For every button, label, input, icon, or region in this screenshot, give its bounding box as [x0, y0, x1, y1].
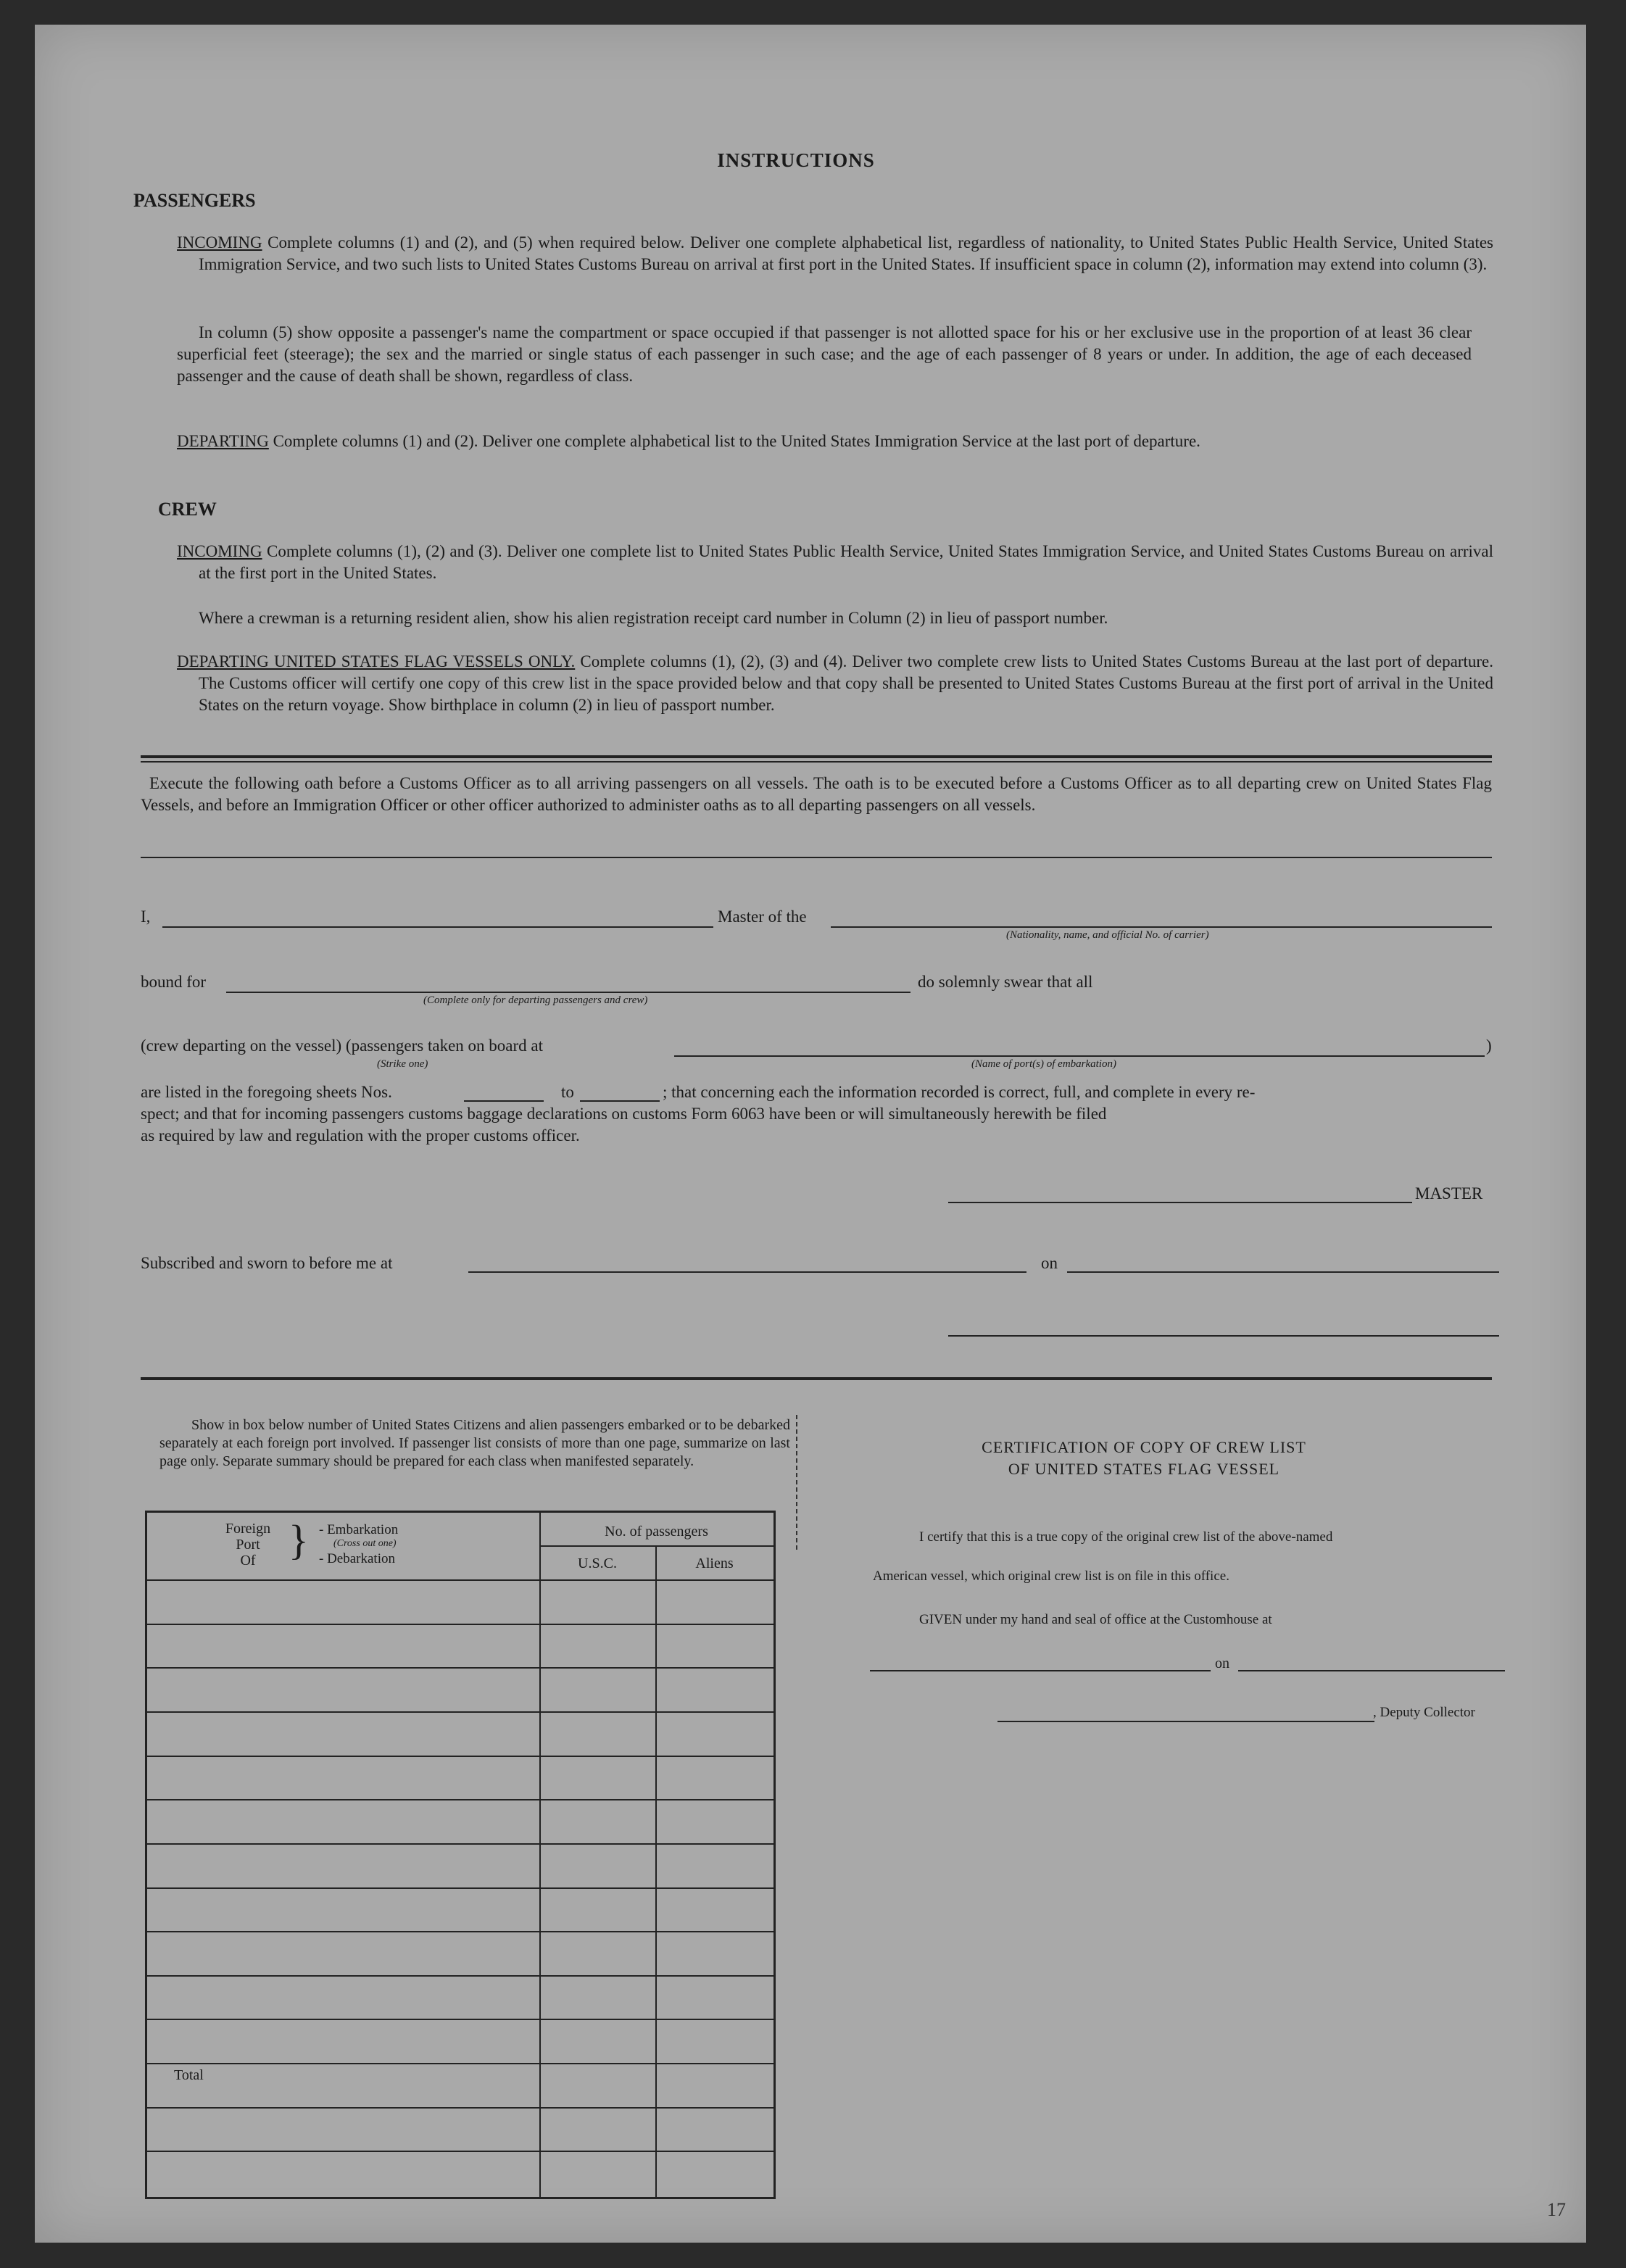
table-col-divider-1: [539, 1511, 541, 2199]
divider-top: [141, 755, 1492, 758]
subscribed-date-line[interactable]: [1067, 1271, 1499, 1273]
table-row-line: [145, 1667, 773, 1669]
subscribed-label: Subscribed and sworn to before me at: [141, 1254, 393, 1272]
passengers-incoming-text: Complete columns (1) and (2), and (5) when required below. Deliver one complete alphabetical list, regardless of nationality, to United States Public Health Service, United States Immigration Service, and two such lists to United States Customs Bureau on arrival at first port in the United States. If insufficient space in column (2), information may extend into column (3).: [199, 233, 1493, 273]
table-row-line: [145, 1799, 773, 1800]
certification-on-label: on: [1215, 1656, 1229, 1671]
embarkation-label: - Embarkation: [319, 1522, 399, 1537]
table-row-line: [145, 2063, 773, 2064]
divider-bottom: [141, 1377, 1492, 1380]
sheets-text-d: as required by law and regulation with the proper customs officer.: [141, 1126, 580, 1145]
crew-flag-paragraph: [177, 651, 1493, 716]
master-name-line[interactable]: [162, 926, 713, 928]
passengers-incoming-label: INCOMING: [177, 233, 262, 252]
certification-title-1: CERTIFICATION OF COPY OF CREW LIST: [982, 1438, 1306, 1456]
crew-incoming-text: Complete columns (1), (2) and (3). Deliver one complete list to United States Public Health Service, United States Immigration Service, and United States Customs Bureau on arrival at the first port in the United States.: [199, 542, 1494, 582]
sheet-to-line[interactable]: [580, 1100, 660, 1102]
debarkation-label: - Debarkation: [319, 1551, 395, 1566]
bound-for-label: bound for: [141, 973, 207, 991]
passengers-departing-text: Complete columns (1) and (2). Deliver one complete alphabetical list to the United States Immigration Service at the last port of departure.: [273, 432, 1200, 450]
certification-line-1: I certify that this is a true copy of the original crew list of the above-named: [919, 1529, 1333, 1545]
port-embarkation-hint: (Name of port(s) of embarkation): [971, 1058, 1116, 1070]
sheets-text-b: ; that concerning each the information recorded is correct, full, and complete in every re-: [663, 1083, 1256, 1101]
table-row-line: [145, 1843, 773, 1845]
crew-flag-text: Complete columns (1), (2), (3) and (4). Deliver two complete crew lists to United States Customs Bureau at the last port of departure. The Customs officer will certify one copy of this crew list in the space provided below and that copy shall be presented to United States Customs Bureau at the first port of arrival in the United States on the return voyage. Show birthplace in column (2) in lieu of passport number.: [199, 652, 1494, 714]
of-label: Of: [240, 1553, 256, 1569]
passengers-departing-paragraph: [177, 431, 1493, 452]
table-row-line: [145, 2107, 773, 2109]
deputy-signature-line[interactable]: [997, 1721, 1374, 1722]
sheet-from-line[interactable]: [464, 1100, 544, 1102]
deputy-collector-label: , Deputy Collector: [1373, 1705, 1475, 1720]
swear-label: do solemnly swear that all: [918, 973, 1093, 991]
divider-oath: [141, 857, 1492, 858]
page-title: INSTRUCTIONS: [717, 149, 875, 171]
table-row-line: [145, 1975, 773, 1977]
table-header-bottom: [145, 1579, 773, 1581]
certification-title-2: OF UNITED STATES FLAG VESSEL: [1008, 1460, 1280, 1478]
passengers-heading: PASSENGERS: [133, 190, 256, 211]
summary-instructions: Show in box below number of United States Citizens and alien passengers embarked or to be debarked separately at each foreign port involved. If passenger list consists of more than one page, summarize on last page only. Separate summary should be prepared for each class when manifested separately.: [159, 1417, 790, 1469]
crew-incoming-paragraph: [177, 541, 1493, 584]
master-signature-line[interactable]: [948, 1202, 1412, 1203]
table-col-divider-2: [655, 1545, 657, 2199]
crew-resident-paragraph: Where a crewman is a returning resident alien, show his alien registration receipt card number in Column (2) in lieu of passport number.: [199, 609, 1108, 627]
crew-heading: CREW: [158, 499, 217, 520]
passengers-incoming-paragraph: [177, 232, 1493, 275]
subscribed-place-line[interactable]: [468, 1271, 1026, 1273]
passengers-departing-label: DEPARTING: [177, 432, 269, 450]
master-label: MASTER: [1415, 1184, 1483, 1202]
master-of-the-label: Master of the: [718, 907, 807, 926]
crew-passengers-label: (crew departing on the vessel) (passengers taken on board at: [141, 1037, 543, 1055]
form-page: [35, 25, 1586, 2243]
no-of-passengers-label: No. of passengers: [605, 1524, 708, 1540]
sheets-to-label: to: [561, 1083, 574, 1101]
certification-line-3: GIVEN under my hand and seal of office at the Customhouse at: [919, 1612, 1272, 1627]
foreign-label: Foreign: [225, 1521, 271, 1537]
subscribed-on-label: on: [1041, 1254, 1058, 1272]
port-embarkation-line[interactable]: [674, 1055, 1485, 1057]
passengers-column5-paragraph: In column (5) show opposite a passenger's name the compartment or space occupied if that passenger is not allotted space for his or her exclusive use in the proportion of at least 36 clear superficial feet (steerage); the sex and the married or single status of each passenger in such case; and the age of each passenger of 8 years or under. In addition, the age of each deceased passenger and the cause of death shall be shown, regardless of class.: [177, 323, 1472, 385]
bound-for-hint: (Complete only for departing passengers and crew): [423, 994, 648, 1006]
aliens-label: Aliens: [695, 1555, 734, 1571]
cross-out-hint: (Cross out one): [333, 1538, 397, 1549]
table-row-line: [145, 1887, 773, 1889]
certification-date-line[interactable]: [1238, 1670, 1505, 1671]
oath-i-label: I,: [141, 907, 151, 926]
table-row-line: [145, 1756, 773, 1757]
divider-top-thin: [141, 761, 1492, 763]
certification-line-2: American vessel, which original crew list is on file in this office.: [873, 1569, 1229, 1584]
carrier-line[interactable]: [831, 926, 1492, 928]
table-row-line: [145, 1711, 773, 1713]
table-row-line: [145, 2019, 773, 2020]
table-row-line: [145, 1931, 773, 1932]
port-label: Port: [236, 1537, 260, 1553]
summary-dashed-border: [796, 1415, 797, 1550]
usc-label: U.S.C.: [578, 1555, 617, 1571]
close-paren: ): [1486, 1037, 1492, 1055]
summary-table: [145, 1511, 776, 2199]
page-number: 17: [1547, 2199, 1566, 2220]
crew-flag-label: DEPARTING UNITED STATES FLAG VESSELS ONLY.: [177, 652, 576, 670]
strike-one-hint: (Strike one): [377, 1058, 428, 1070]
table-row-line: [145, 2151, 773, 2152]
carrier-hint: (Nationality, name, and official No. of carrier): [1006, 929, 1209, 941]
oath-intro: Execute the following oath before a Customs Officer as to all arriving passengers on all vessels. The oath is to be executed before a Customs Officer as to all departing crew on United States Flag Vessels, and before an Immigration Officer or other officer authorized to administer oaths as to all departing passengers on all vessels.: [141, 774, 1492, 814]
foreign-port-of-label: [213, 1521, 283, 1569]
sheets-text-c: spect; and that for incoming passengers customs baggage declarations on customs Form 6063 have been or will simultaneously herewith be filed: [141, 1105, 1107, 1123]
officer-signature-line[interactable]: [948, 1335, 1499, 1337]
table-subheader-line: [539, 1545, 773, 1547]
certification-place-line[interactable]: [870, 1670, 1211, 1671]
brace-glyph: }: [289, 1516, 309, 1563]
crew-incoming-label: INCOMING: [177, 542, 262, 560]
total-label: Total: [174, 2067, 204, 2083]
sheets-label: are listed in the foregoing sheets Nos.: [141, 1083, 392, 1101]
bound-for-line[interactable]: [226, 992, 911, 993]
table-row-line: [145, 1624, 773, 1625]
